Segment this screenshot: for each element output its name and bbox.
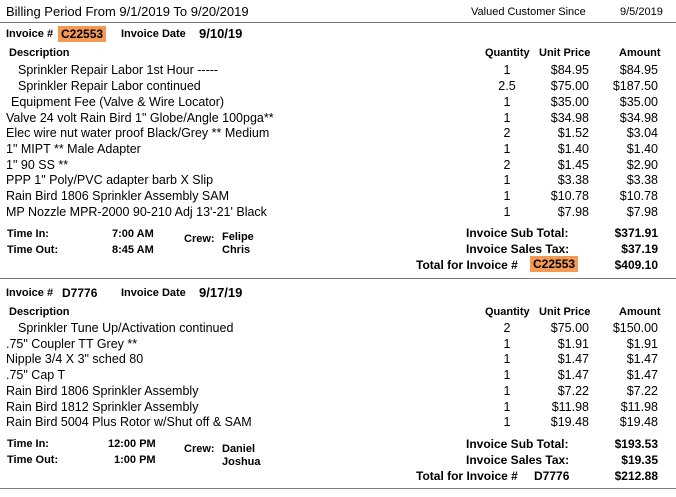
time-out-label: Time Out: xyxy=(7,454,59,466)
line-item-unit-price: $1.52 xyxy=(557,126,589,140)
line-item-unit-price: $1.45 xyxy=(557,158,589,172)
line-item-unit-price: $11.98 xyxy=(551,400,589,414)
line-item-unit-price: $19.48 xyxy=(550,415,589,429)
line-item-quantity: 1 xyxy=(503,415,511,429)
total-label: Total for Invoice # xyxy=(416,469,518,483)
total-invoice-number: C22553 xyxy=(530,256,578,272)
line-item-description: Rain Bird 1812 Sprinkler Assembly xyxy=(6,400,199,414)
col-amount: Amount xyxy=(619,47,661,59)
valued-customer-date: 9/5/2019 xyxy=(620,6,663,18)
line-item-unit-price: $34.98 xyxy=(550,111,589,125)
line-item-amount: $7.98 xyxy=(626,205,658,219)
total-value: $409.10 xyxy=(614,258,658,272)
time-in-value: 7:00 AM xyxy=(112,228,154,240)
line-item-amount: $84.95 xyxy=(619,63,658,77)
crew-member: Daniel xyxy=(222,443,256,455)
line-item-description: Sprinkler Repair Labor 1st Hour ----- xyxy=(18,63,219,77)
line-item-description: 1" MIPT ** Male Adapter xyxy=(6,142,141,156)
line-item-amount: $1.91 xyxy=(626,337,658,351)
sales-tax-label: Invoice Sales Tax: xyxy=(466,242,570,256)
line-item-quantity: 1 xyxy=(503,111,511,125)
line-item-quantity: 1 xyxy=(503,400,511,414)
line-item-amount: $1.40 xyxy=(626,142,658,156)
sub-total-value: $193.53 xyxy=(614,437,658,451)
line-item-description: Rain Bird 5004 Plus Rotor w/Shut off & SAM xyxy=(6,415,252,429)
line-item-description: 1" 90 SS ** xyxy=(6,158,69,172)
time-out-label: Time Out: xyxy=(7,244,59,256)
line-item-quantity: 1 xyxy=(503,368,511,382)
crew-member: Felipe xyxy=(222,231,254,243)
line-item-unit-price: $84.95 xyxy=(550,63,589,77)
total-label: Total for Invoice # xyxy=(416,258,518,272)
total-value: $212.88 xyxy=(614,469,658,483)
invoice-date: 9/10/19 xyxy=(199,26,243,41)
col-amount: Amount xyxy=(619,306,661,318)
line-item-description: MP Nozzle MPR-2000 90-210 Adj 13'-21' Black xyxy=(6,205,267,219)
line-item-quantity: 1 xyxy=(503,63,511,77)
line-item-description: Rain Bird 1806 Sprinkler Assembly SAM xyxy=(6,189,230,203)
line-item-quantity: 1 xyxy=(503,337,511,351)
sub-total-label: Invoice Sub Total: xyxy=(466,437,569,451)
time-in-label: Time In: xyxy=(7,228,49,240)
line-item-amount: $19.48 xyxy=(619,415,658,429)
line-item-unit-price: $7.22 xyxy=(557,384,589,398)
col-quantity: Quantity xyxy=(485,306,530,318)
line-item-amount: $1.47 xyxy=(626,352,658,366)
line-item-quantity: 2 xyxy=(503,126,511,140)
line-item-amount: $11.98 xyxy=(620,400,658,414)
line-item-unit-price: $3.38 xyxy=(557,173,589,187)
line-item-amount: $35.00 xyxy=(619,95,658,109)
line-item-unit-price: $1.91 xyxy=(557,337,589,351)
invoice-divider xyxy=(0,278,676,279)
time-out-value: 1:00 PM xyxy=(114,454,156,466)
line-item-amount: $1.47 xyxy=(626,368,658,382)
line-item-unit-price: $75.00 xyxy=(550,321,589,335)
line-item-description: .75" Cap T xyxy=(6,368,66,382)
line-item-description: Sprinkler Tune Up/Activation continued xyxy=(18,321,234,335)
line-item-unit-price: $1.47 xyxy=(557,352,589,366)
line-item-quantity: 2 xyxy=(503,321,511,335)
time-in-label: Time In: xyxy=(7,438,49,450)
line-item-quantity: 1 xyxy=(503,173,511,187)
line-item-unit-price: $10.78 xyxy=(550,189,589,203)
line-item-quantity: 1 xyxy=(503,95,511,109)
line-item-unit-price: $7.98 xyxy=(557,205,589,219)
valued-customer-label: Valued Customer Since xyxy=(471,6,586,18)
billing-period: Billing Period From 9/1/2019 To 9/20/2019 xyxy=(6,4,249,19)
line-item-amount: $2.90 xyxy=(626,158,658,172)
col-description: Description xyxy=(9,47,70,59)
col-quantity: Quantity xyxy=(485,47,530,59)
invoice-number: C22553 xyxy=(58,26,106,42)
line-item-quantity: 1 xyxy=(503,352,511,366)
invoice-number-label: Invoice # xyxy=(6,28,54,40)
line-item-amount: $3.38 xyxy=(626,173,658,187)
footer-divider xyxy=(0,488,676,489)
sales-tax-label: Invoice Sales Tax: xyxy=(466,453,570,467)
line-item-amount: $187.50 xyxy=(612,79,658,93)
col-description: Description xyxy=(9,306,70,318)
line-item-unit-price: $1.40 xyxy=(557,142,589,156)
line-item-description: Valve 24 volt Rain Bird 1" Globe/Angle 100pga** xyxy=(6,111,274,125)
sub-total-label: Invoice Sub Total: xyxy=(466,226,569,240)
invoice-number-label: Invoice # xyxy=(6,287,54,299)
line-item-description: Nipple 3/4 X 3" sched 80 xyxy=(6,352,144,366)
line-item-description: Elec wire nut water proof Black/Grey ** Medium xyxy=(6,126,270,140)
line-item-amount: $150.00 xyxy=(612,321,658,335)
header-divider xyxy=(0,22,676,23)
line-item-amount: $7.22 xyxy=(626,384,658,398)
line-item-quantity: 1 xyxy=(503,189,511,203)
total-invoice-number: D7776 xyxy=(534,469,570,483)
line-item-quantity: 2 xyxy=(503,158,511,172)
invoice-number: D7776 xyxy=(62,286,98,300)
sub-total-value: $371.91 xyxy=(614,226,658,240)
invoice-date: 9/17/19 xyxy=(199,285,243,300)
line-item-unit-price: $1.47 xyxy=(557,368,589,382)
line-item-description: .75" Coupler TT Grey ** xyxy=(6,337,138,351)
line-item-description: Rain Bird 1806 Sprinkler Assembly xyxy=(6,384,199,398)
sales-tax-value: $19.35 xyxy=(621,453,658,467)
line-item-unit-price: $75.00 xyxy=(550,79,589,93)
line-item-description: PPP 1" Poly/PVC adapter barb X Slip xyxy=(6,173,214,187)
crew-label: Crew: xyxy=(184,233,215,245)
line-item-description: Sprinkler Repair Labor continued xyxy=(18,79,201,93)
col-unit-price: Unit Price xyxy=(539,306,591,318)
line-item-quantity: 2.5 xyxy=(498,79,516,93)
col-unit-price: Unit Price xyxy=(539,47,591,59)
invoice-date-label: Invoice Date xyxy=(121,287,186,299)
line-item-amount: $3.04 xyxy=(626,126,658,140)
sales-tax-value: $37.19 xyxy=(621,242,658,256)
crew-member: Joshua xyxy=(222,456,261,468)
line-item-amount: $34.98 xyxy=(619,111,658,125)
crew-member: Chris xyxy=(222,244,251,256)
line-item-amount: $10.78 xyxy=(619,189,658,203)
line-item-quantity: 1 xyxy=(503,205,511,219)
time-out-value: 8:45 AM xyxy=(112,244,154,256)
line-item-unit-price: $35.00 xyxy=(550,95,589,109)
time-in-value: 12:00 PM xyxy=(108,438,156,450)
line-item-description: Equipment Fee (Valve & Wire Locator) xyxy=(11,95,225,109)
line-item-quantity: 1 xyxy=(503,384,511,398)
line-item-quantity: 1 xyxy=(503,142,511,156)
invoice-date-label: Invoice Date xyxy=(121,28,186,40)
crew-label: Crew: xyxy=(184,443,215,455)
